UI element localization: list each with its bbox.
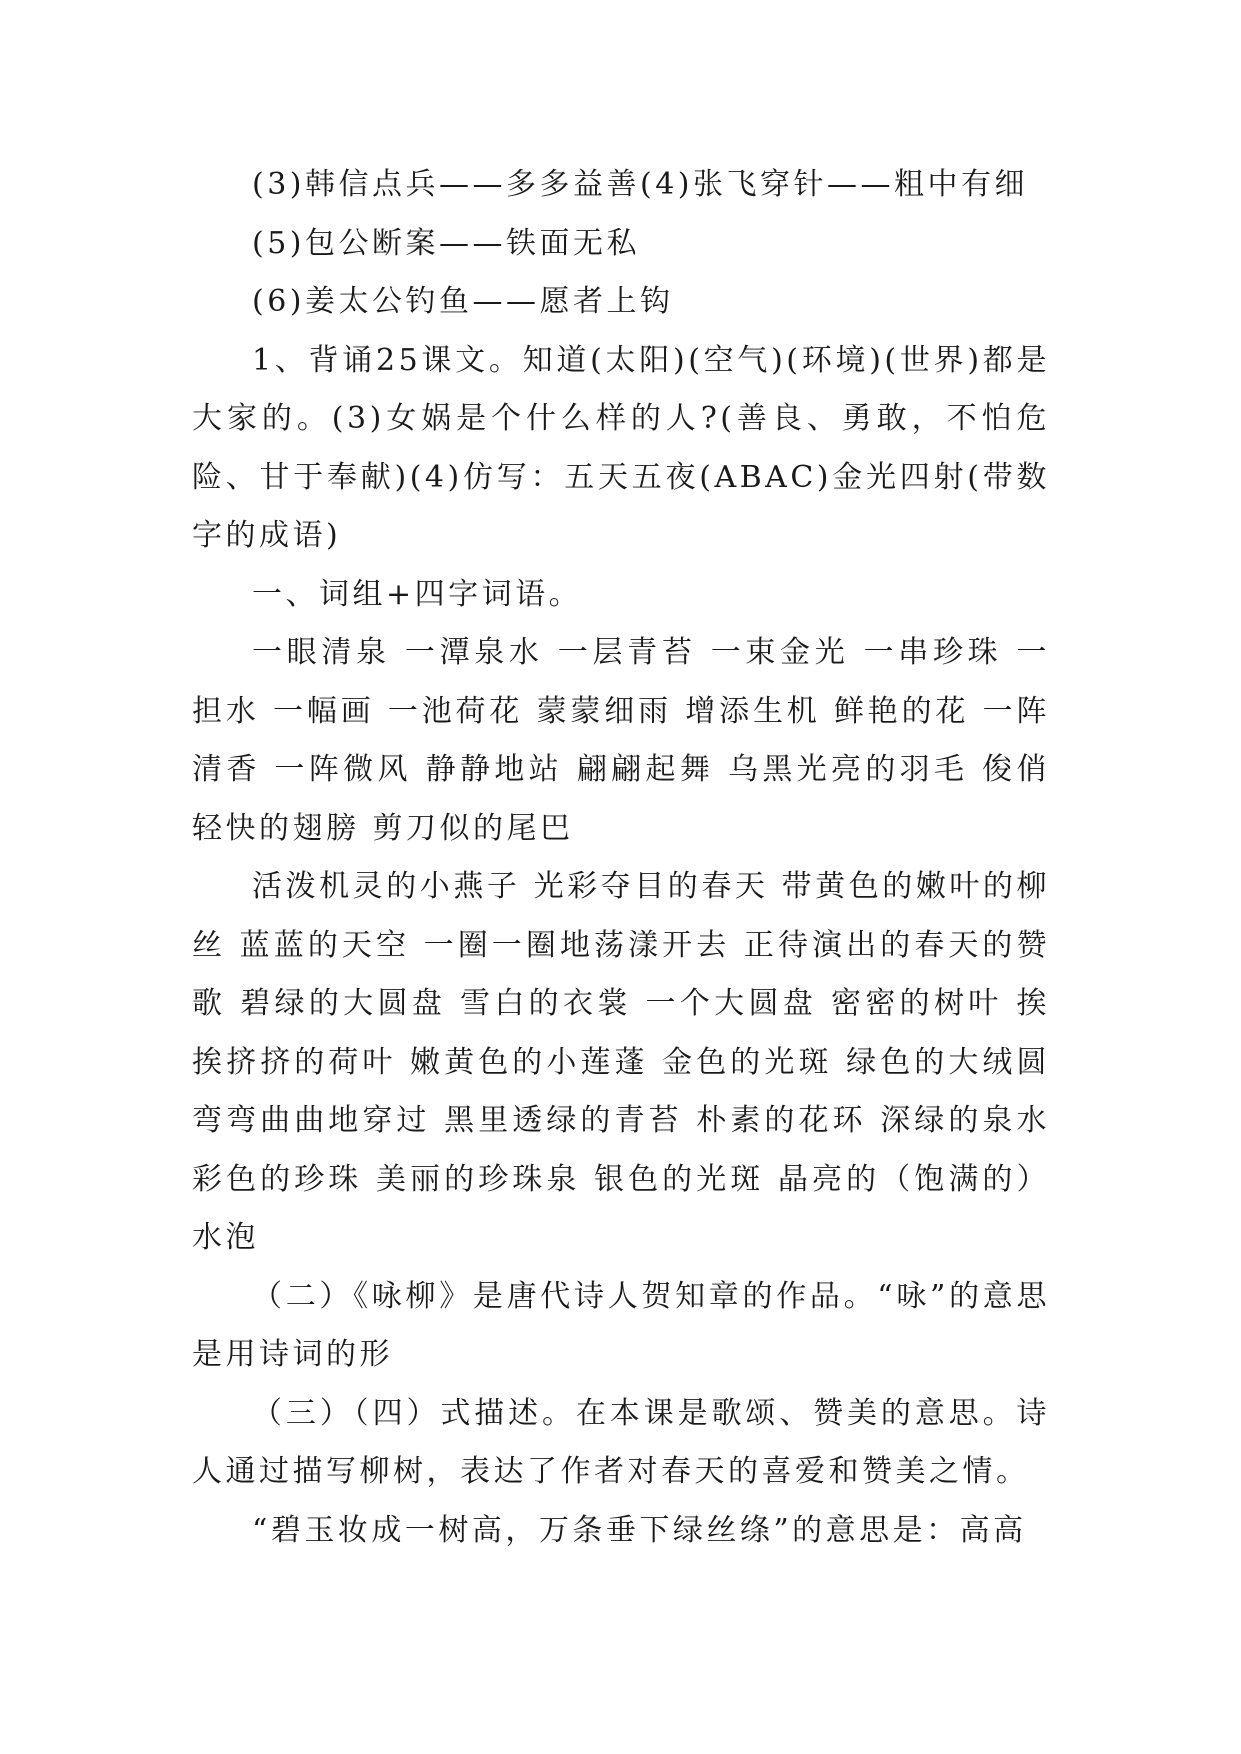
paragraph-idiom-3-4: (3)韩信点兵——多多益善(4)张飞穿针——粗中有细 xyxy=(252,167,1028,202)
paragraph-idiom-6: (6)姜太公钓鱼——愿者上钩 xyxy=(252,284,674,319)
paragraph-poem-line-explanation: “碧玉妆成一树高，万条垂下绿丝绦”的意思是：高高 xyxy=(252,1512,1027,1548)
paragraph-poem-intro: （二）《咏柳》是唐代诗人贺知章的作品。“咏”的意思是用诗词的形 xyxy=(192,1278,1050,1372)
paragraph-section-heading: 一、词组+四字词语。 xyxy=(252,576,583,612)
paragraph-recite-lesson-25: 1、背诵25课文。知道(太阳)(空气)(环境)(世界)都是大家的。(3)女娲是个什么样的人?(善良、勇敢，不怕危险、甘于奉献)(4)仿写：五天五夜(ABAC)金光四射(带数字的成语) xyxy=(192,342,1050,553)
document-body xyxy=(192,156,1050,1560)
paragraph-phrase-list-1: 一眼清泉 一潭泉水 一层青苔 一束金光 一串珍珠 一担水 一幅画 一池荷花 蒙蒙细雨 增添生机 鲜艳的花 一阵清香 一阵微风 静静地站 翩翩起舞 乌黑光亮的羽毛 俊俏轻快的翅膀 剪刀似的尾巴 xyxy=(192,635,1050,846)
paragraph-phrase-list-2: 活泼机灵的小燕子 光彩夺目的春天 带黄色的嫩叶的柳丝 蓝蓝的天空 一圈一圈地荡漾开去 正待演出的春天的赞歌 碧绿的大圆盘 雪白的衣裳 一个大圆盘 密密的树叶 挨挨挤挤的荷叶 嫩黄色的小莲蓬 金色的光斑 绿色的大绒圆 弯弯曲曲地穿过 黑里透绿的青苔 朴素的花环 深绿的泉水 彩色的珍珠 美丽的珍珠泉 银色的光斑 晶亮的（饱满的）水泡 xyxy=(192,869,1050,1255)
paragraph-idiom-5: (5)包公断案——铁面无私 xyxy=(252,225,640,261)
paragraph-poem-meaning: （三）（四）式描述。在本课是歌颂、赞美的意思。诗人通过描写柳树，表达了作者对春天的喜爱和赞美之情。 xyxy=(192,1395,1050,1489)
